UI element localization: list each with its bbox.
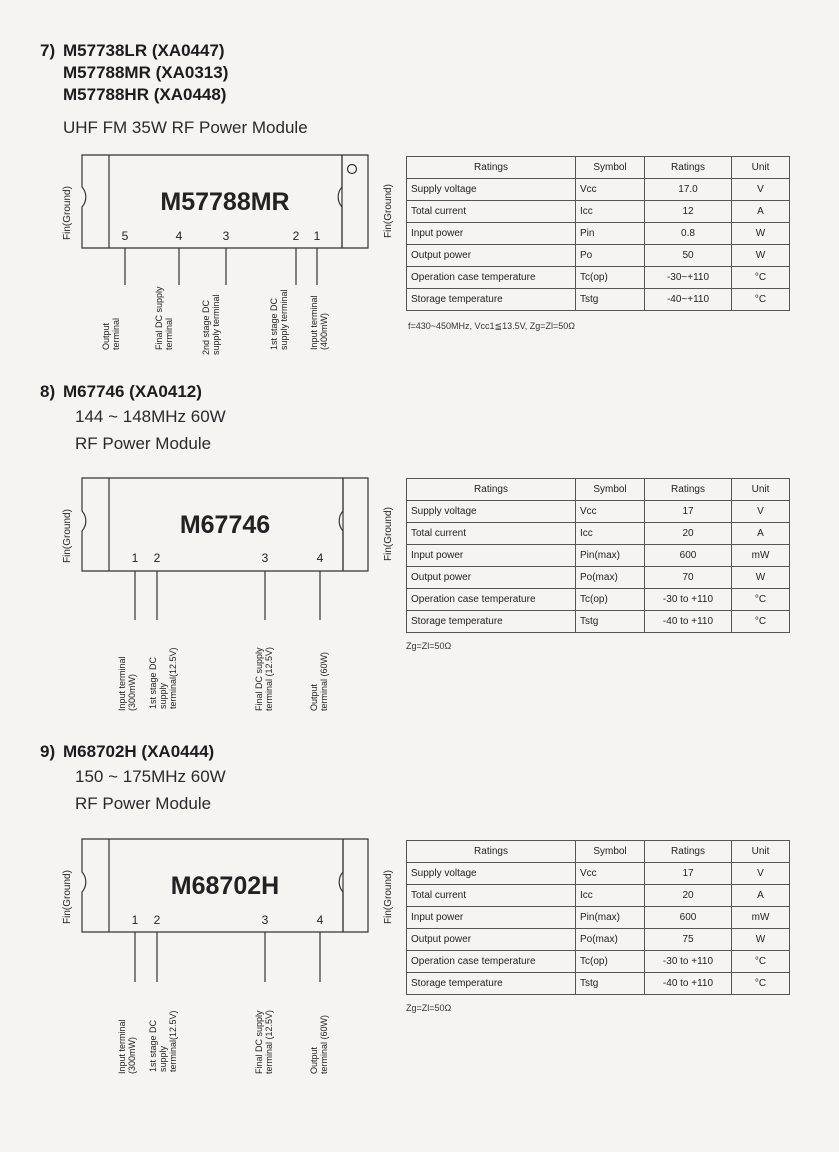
table-cell: Tstg bbox=[576, 973, 645, 995]
table-cell: W bbox=[732, 567, 790, 589]
table-header: Unit bbox=[732, 479, 790, 501]
table-row bbox=[407, 951, 790, 973]
table-cell: V bbox=[732, 179, 790, 201]
fin-label-left: Fin(Ground) bbox=[62, 186, 73, 240]
pin-label: Final DC supplyterminal bbox=[154, 286, 174, 350]
module-name: M68702H bbox=[170, 872, 280, 900]
pin-label: 2nd stage DCsupply terminal bbox=[201, 294, 221, 355]
pin-number: 2 bbox=[153, 551, 161, 565]
pin-number: 3 bbox=[222, 229, 230, 243]
table-cell: Po(max) bbox=[576, 929, 645, 951]
module-name: M67746 bbox=[179, 511, 271, 539]
pin-number: 2 bbox=[153, 913, 161, 927]
section-subtitle: 144 ~ 148MHz 60W bbox=[75, 407, 226, 426]
pin-number: 1 bbox=[131, 913, 139, 927]
table-cell: °C bbox=[732, 951, 790, 973]
table-header-row bbox=[407, 479, 790, 501]
table-cell: Supply voltage bbox=[407, 179, 576, 201]
table-cell: Icc bbox=[576, 201, 645, 223]
table-cell: Pin bbox=[576, 223, 645, 245]
table-row bbox=[407, 589, 790, 611]
table-row bbox=[407, 863, 790, 885]
pin-number: 2 bbox=[292, 229, 300, 243]
table-row bbox=[407, 245, 790, 267]
table-row bbox=[407, 179, 790, 201]
table-header: Ratings bbox=[407, 157, 576, 179]
table-cell: Po bbox=[576, 245, 645, 267]
table-cell: °C bbox=[732, 267, 790, 289]
table-cell: Tstg bbox=[576, 289, 645, 311]
table-cell: 17 bbox=[645, 501, 732, 523]
table-cell: Icc bbox=[576, 885, 645, 907]
table-cell: -40 to +110 bbox=[645, 611, 732, 633]
table-header: Unit bbox=[732, 841, 790, 863]
pin-number: 1 bbox=[313, 229, 321, 243]
table-header: Symbol bbox=[576, 841, 645, 863]
table-cell: 75 bbox=[645, 929, 732, 951]
table-cell: 20 bbox=[645, 523, 732, 545]
table-cell: Supply voltage bbox=[407, 863, 576, 885]
table-cell: Tc(op) bbox=[576, 267, 645, 289]
table-cell: 12 bbox=[645, 201, 732, 223]
table-note: Zg=Zl=50Ω bbox=[406, 641, 452, 651]
table-cell: Input power bbox=[407, 907, 576, 929]
table-cell: Input power bbox=[407, 223, 576, 245]
table-cell: A bbox=[732, 201, 790, 223]
pin-label: Input terminal(300mW) bbox=[117, 1019, 137, 1074]
table-cell: V bbox=[732, 501, 790, 523]
pin-label: Outputterminal (60W) bbox=[309, 1014, 329, 1074]
table-cell: mW bbox=[732, 545, 790, 567]
section-subtitle: RF Power Module bbox=[75, 434, 212, 453]
section-title-1: M68702H (XA0444) bbox=[63, 742, 215, 761]
module-diagram bbox=[55, 473, 394, 723]
table-cell: 0.8 bbox=[645, 223, 732, 245]
table-cell: Vcc bbox=[576, 179, 645, 201]
table-cell: Supply voltage bbox=[407, 501, 576, 523]
section-title-2: M57788MR (XA0313) bbox=[63, 63, 229, 82]
table-row bbox=[407, 523, 790, 545]
table-row bbox=[407, 973, 790, 995]
table-note: Zg=Zl=50Ω bbox=[406, 1003, 452, 1013]
table-cell: W bbox=[732, 223, 790, 245]
table-header: Ratings bbox=[645, 841, 732, 863]
pin-label: 1st stage DCsupply terminal bbox=[269, 289, 289, 350]
table-cell: Tstg bbox=[576, 611, 645, 633]
pin-number: 3 bbox=[261, 551, 269, 565]
table-cell: Storage temperature bbox=[407, 611, 576, 633]
table-row bbox=[407, 201, 790, 223]
ratings-table bbox=[406, 478, 790, 633]
table-cell: mW bbox=[732, 907, 790, 929]
table-row bbox=[407, 289, 790, 311]
module-name: M57788MR bbox=[160, 188, 290, 216]
pin-number: 4 bbox=[316, 913, 324, 927]
table-cell: °C bbox=[732, 973, 790, 995]
table-row bbox=[407, 501, 790, 523]
section-number: 8) bbox=[40, 382, 56, 401]
table-header: Ratings bbox=[645, 157, 732, 179]
table-cell: 600 bbox=[645, 907, 732, 929]
table-cell: Total current bbox=[407, 201, 576, 223]
table-cell: 17.0 bbox=[645, 179, 732, 201]
table-header: Symbol bbox=[576, 479, 645, 501]
section-subtitle: RF Power Module bbox=[75, 794, 212, 813]
table-cell: °C bbox=[732, 589, 790, 611]
fin-label-right: Fin(Ground) bbox=[383, 507, 394, 561]
section-subtitle: UHF FM 35W RF Power Module bbox=[63, 118, 308, 137]
table-cell: A bbox=[732, 523, 790, 545]
table-cell: Icc bbox=[576, 523, 645, 545]
table-row bbox=[407, 545, 790, 567]
fin-label-right: Fin(Ground) bbox=[383, 184, 394, 238]
section-title-1: M67746 (XA0412) bbox=[63, 382, 202, 401]
table-cell: Operation case temperature bbox=[407, 267, 576, 289]
table-cell: Po(max) bbox=[576, 567, 645, 589]
table-cell: Operation case temperature bbox=[407, 951, 576, 973]
table-cell: Vcc bbox=[576, 501, 645, 523]
pin-label: Outputterminal (60W) bbox=[309, 651, 329, 711]
table-note: f=430~450MHz, Vcc1≦13.5V, Zg=Zl=50Ω bbox=[408, 321, 576, 331]
module-diagram bbox=[55, 150, 394, 375]
table-cell: W bbox=[732, 929, 790, 951]
table-cell: Total current bbox=[407, 523, 576, 545]
pin-label: Outputterminal bbox=[101, 317, 121, 350]
ratings-table bbox=[406, 840, 790, 995]
pin-label: 1st stage DCsupplyterminal(12.5V) bbox=[148, 647, 178, 709]
table-header: Unit bbox=[732, 157, 790, 179]
table-header: Ratings bbox=[407, 479, 576, 501]
pin-number: 4 bbox=[175, 229, 183, 243]
table-row bbox=[407, 267, 790, 289]
table-header: Ratings bbox=[407, 841, 576, 863]
section-title-3: M57788HR (XA0448) bbox=[63, 85, 227, 104]
table-cell: 70 bbox=[645, 567, 732, 589]
pin-number: 3 bbox=[261, 913, 269, 927]
table-cell: Total current bbox=[407, 885, 576, 907]
table-cell: W bbox=[732, 245, 790, 267]
table-cell: -30 to +110 bbox=[645, 951, 732, 973]
table-cell: 50 bbox=[645, 245, 732, 267]
table-cell: °C bbox=[732, 611, 790, 633]
table-row bbox=[407, 885, 790, 907]
pin-label: Final DC supplyterminal (12.5V) bbox=[254, 1009, 274, 1074]
table-cell: Input power bbox=[407, 545, 576, 567]
table-cell: Output power bbox=[407, 245, 576, 267]
table-row bbox=[407, 567, 790, 589]
table-cell: Operation case temperature bbox=[407, 589, 576, 611]
table-cell: 20 bbox=[645, 885, 732, 907]
ratings-table bbox=[406, 156, 790, 311]
table-header: Symbol bbox=[576, 157, 645, 179]
pin-label: 1st stage DCsupplyterminal(12.5V) bbox=[148, 1010, 178, 1072]
table-row bbox=[407, 611, 790, 633]
table-cell: Storage temperature bbox=[407, 973, 576, 995]
section-title-1: M57738LR (XA0447) bbox=[63, 41, 225, 60]
table-row bbox=[407, 929, 790, 951]
section-number: 9) bbox=[40, 742, 56, 761]
table-cell: -40~+110 bbox=[645, 289, 732, 311]
table-cell: Output power bbox=[407, 567, 576, 589]
table-cell: Tc(op) bbox=[576, 589, 645, 611]
table-cell: -30 to +110 bbox=[645, 589, 732, 611]
module-diagram bbox=[55, 836, 394, 1086]
pin-label: Input terminal(300mW) bbox=[117, 656, 137, 711]
table-cell: 600 bbox=[645, 545, 732, 567]
table-row bbox=[407, 223, 790, 245]
table-cell: 17 bbox=[645, 863, 732, 885]
table-header-row bbox=[407, 841, 790, 863]
table-cell: Pin(max) bbox=[576, 545, 645, 567]
table-cell: Storage temperature bbox=[407, 289, 576, 311]
pin-number: 4 bbox=[316, 551, 324, 565]
fin-label-left: Fin(Ground) bbox=[62, 509, 73, 563]
table-header: Ratings bbox=[645, 479, 732, 501]
table-cell: V bbox=[732, 863, 790, 885]
table-cell: Vcc bbox=[576, 863, 645, 885]
fin-label-left: Fin(Ground) bbox=[62, 870, 73, 924]
fin-label-right: Fin(Ground) bbox=[383, 870, 394, 924]
table-row bbox=[407, 907, 790, 929]
section-subtitle: 150 ~ 175MHz 60W bbox=[75, 767, 226, 786]
pin-number: 5 bbox=[121, 229, 129, 243]
table-header-row bbox=[407, 157, 790, 179]
section-number: 7) bbox=[40, 41, 56, 60]
table-cell: Output power bbox=[407, 929, 576, 951]
table-cell: A bbox=[732, 885, 790, 907]
table-cell: °C bbox=[732, 289, 790, 311]
pin-label: Final DC supplyterminal (12.5V) bbox=[254, 646, 274, 711]
table-cell: Pin(max) bbox=[576, 907, 645, 929]
pin-number: 1 bbox=[131, 551, 139, 565]
table-cell: -30~+110 bbox=[645, 267, 732, 289]
table-cell: Tc(op) bbox=[576, 951, 645, 973]
table-cell: -40 to +110 bbox=[645, 973, 732, 995]
pin-label: Input terminal(400mW) bbox=[309, 295, 329, 350]
